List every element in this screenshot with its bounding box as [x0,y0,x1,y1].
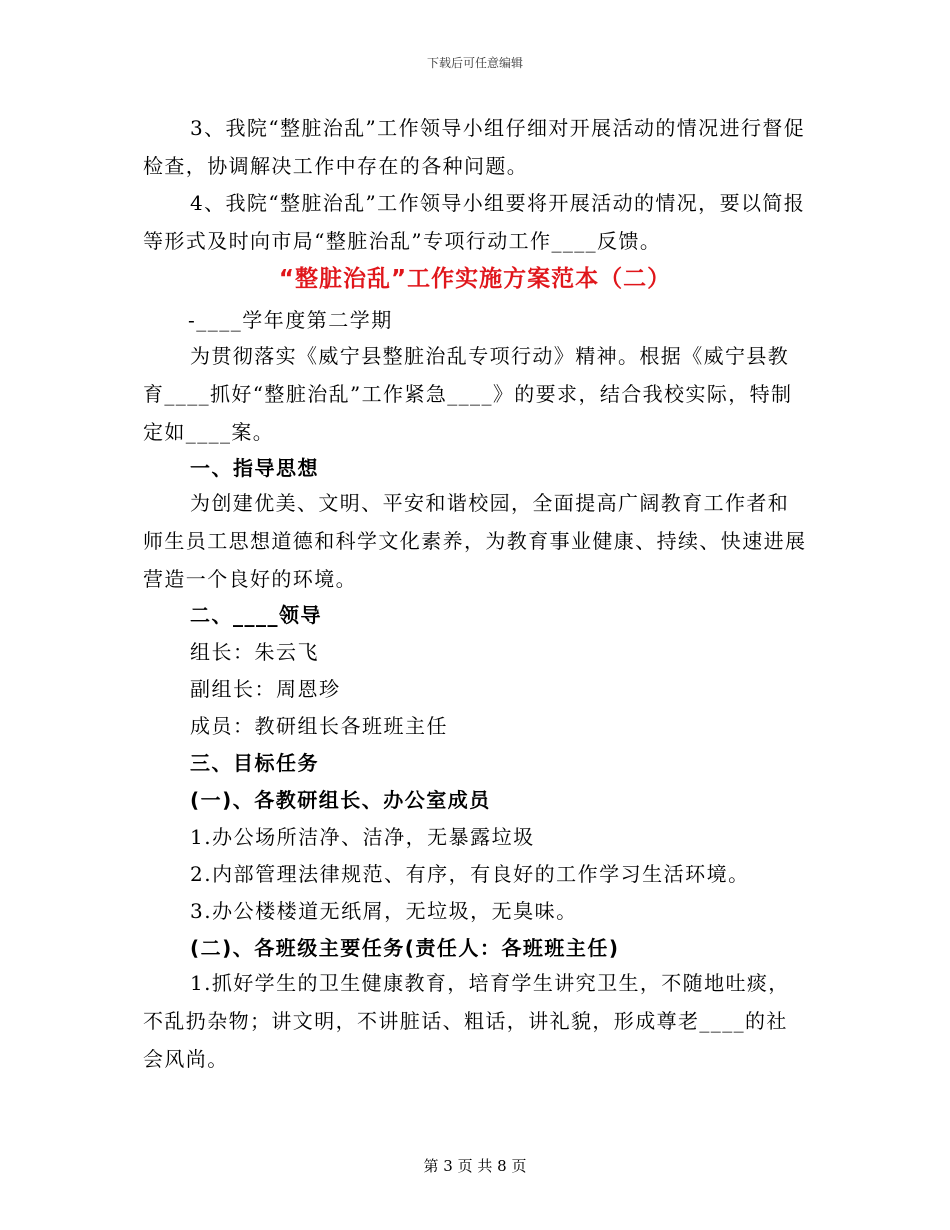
list-item: 3.办公楼楼道无纸屑，无垃圾，无臭味。 [190,899,578,923]
intro-paragraph: 为贯彻落实《威宁县整脏治乱专项行动》精神。根据《威宁县教育____抓好“整脏治乱”工作紧急____》的要求，结合我校实际，特制定如____案。 [143,344,793,444]
subheading-class-tasks: (二)、各班级主要任务(责任人：各班班主任) [190,936,620,960]
paragraph-item-3: 3、我院“整脏治乱”工作领导小组仔细对开展活动的情况进行督促检查，协调解决工作中存在的各种问题。 [143,116,806,178]
guiding-thought-paragraph: 为创建优美、文明、平安和谐校园，全面提高广阔教育工作者和师生员工思想道德和科学文化素养，为教育事业健康、持续、快速进展营造一个良好的环境。 [143,491,807,591]
school-term: -____学年度第二学期 [188,308,393,332]
heading-goals: 三、目标任务 [190,751,319,775]
heading-guiding-thought: 一、指导思想 [190,456,319,480]
team-leader: 组长：朱云飞 [190,640,319,664]
paragraph-item-4: 4、我院“整脏治乱”工作领导小组要将开展活动的情况，要以简报等形式及时向市局“整脏治乱”专项行动工作____反馈。 [143,191,806,253]
deputy-leader: 副组长：周恩珍 [190,677,341,701]
heading-leadership: 二、____领导 [190,603,322,627]
subheading-office-staff: (一)、各教研组长、办公室成员 [190,788,491,812]
list-item: 2.内部管理法律规范、有序，有良好的工作学习生活环境。 [190,862,750,886]
team-members: 成员：教研组长各班班主任 [190,714,448,738]
page-number: 第 3 页 共 8 页 [423,1157,527,1175]
list-item: 1.办公场所洁净、洁净，无暴露垃圾 [190,825,535,849]
section-title: “整脏治乱”工作实施方案范本（二） [278,266,672,292]
page-header-note: 下载后可任意编辑 [426,56,523,70]
class-task-paragraph: 1.抓好学生的卫生健康教育，培育学生讲究卫生，不随地吐痰，不乱扔杂物；讲文明，不讲脏话、粗话，讲礼貌，形成尊老____的社会风尚。 [143,971,790,1071]
